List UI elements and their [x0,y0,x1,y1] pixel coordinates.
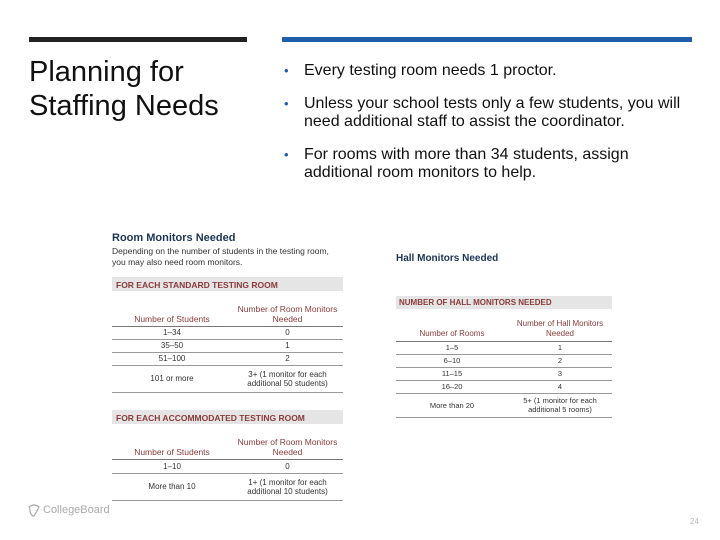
standard-room-table [112,298,343,393]
accommodated-room-heading: FOR EACH ACCOMMODATED TESTING ROOM [112,410,343,424]
table-row: 101 or more 3+ (1 monitor for each additional 50 students) [112,365,343,392]
table-row: 11–15 3 [396,367,612,380]
bullet-item: • For rooms with more than 34 students, assign additional room monitors to help. [284,146,629,181]
content-rule [282,37,692,42]
bullet-icon: • [284,147,289,162]
table-row: 1–34 0 [112,326,343,339]
slide-title: Planning for Staffing Needs [29,56,219,122]
hall-monitors-heading: NUMBER OF HALL MONITORS NEEDED [396,296,612,309]
column-header: Number of Rooms [396,314,508,341]
bullet-item: • Every testing room needs 1 proctor. [284,62,557,79]
column-header: Number of Room Monitors Needed [232,298,343,326]
room-monitors-description: Depending on the number of students in the testing room, you may also need room monitors. [112,246,329,267]
college-board-logo: CollegeBoard [28,503,110,517]
page-number: 24 [690,517,699,526]
bullet-icon: • [284,63,289,78]
table-row: 1–10 0 [112,459,343,473]
column-header: Number of Hall Monitors Needed [508,314,612,341]
bullet-item: • Unless your school tests only a few students, you will need additional staff to assist the coordinator. [284,95,681,130]
accommodated-room-table [112,431,343,501]
table-row: More than 20 5+ (1 monitor for each additional 5 rooms) [396,393,612,417]
bullet-icon: • [284,96,289,111]
table-row: 35–50 1 [112,339,343,352]
table-row: 6–10 2 [396,354,612,367]
hall-monitors-table [396,314,612,418]
title-rule [29,37,247,42]
acorn-icon [28,503,40,517]
hall-monitors-title: Hall Monitors Needed [396,253,499,264]
standard-room-heading: FOR EACH STANDARD TESTING ROOM [112,277,343,291]
table-row: More than 10 1+ (1 monitor for each additional 10 students) [112,473,343,500]
table-row: 16–20 4 [396,380,612,393]
table-row: 1–5 1 [396,341,612,354]
room-monitors-title: Room Monitors Needed [112,232,236,244]
table-row: 51–100 2 [112,352,343,365]
column-header: Number of Students [112,431,232,459]
column-header: Number of Students [112,298,232,326]
column-header: Number of Room Monitors Needed [232,431,343,459]
bullet-list [282,62,692,197]
